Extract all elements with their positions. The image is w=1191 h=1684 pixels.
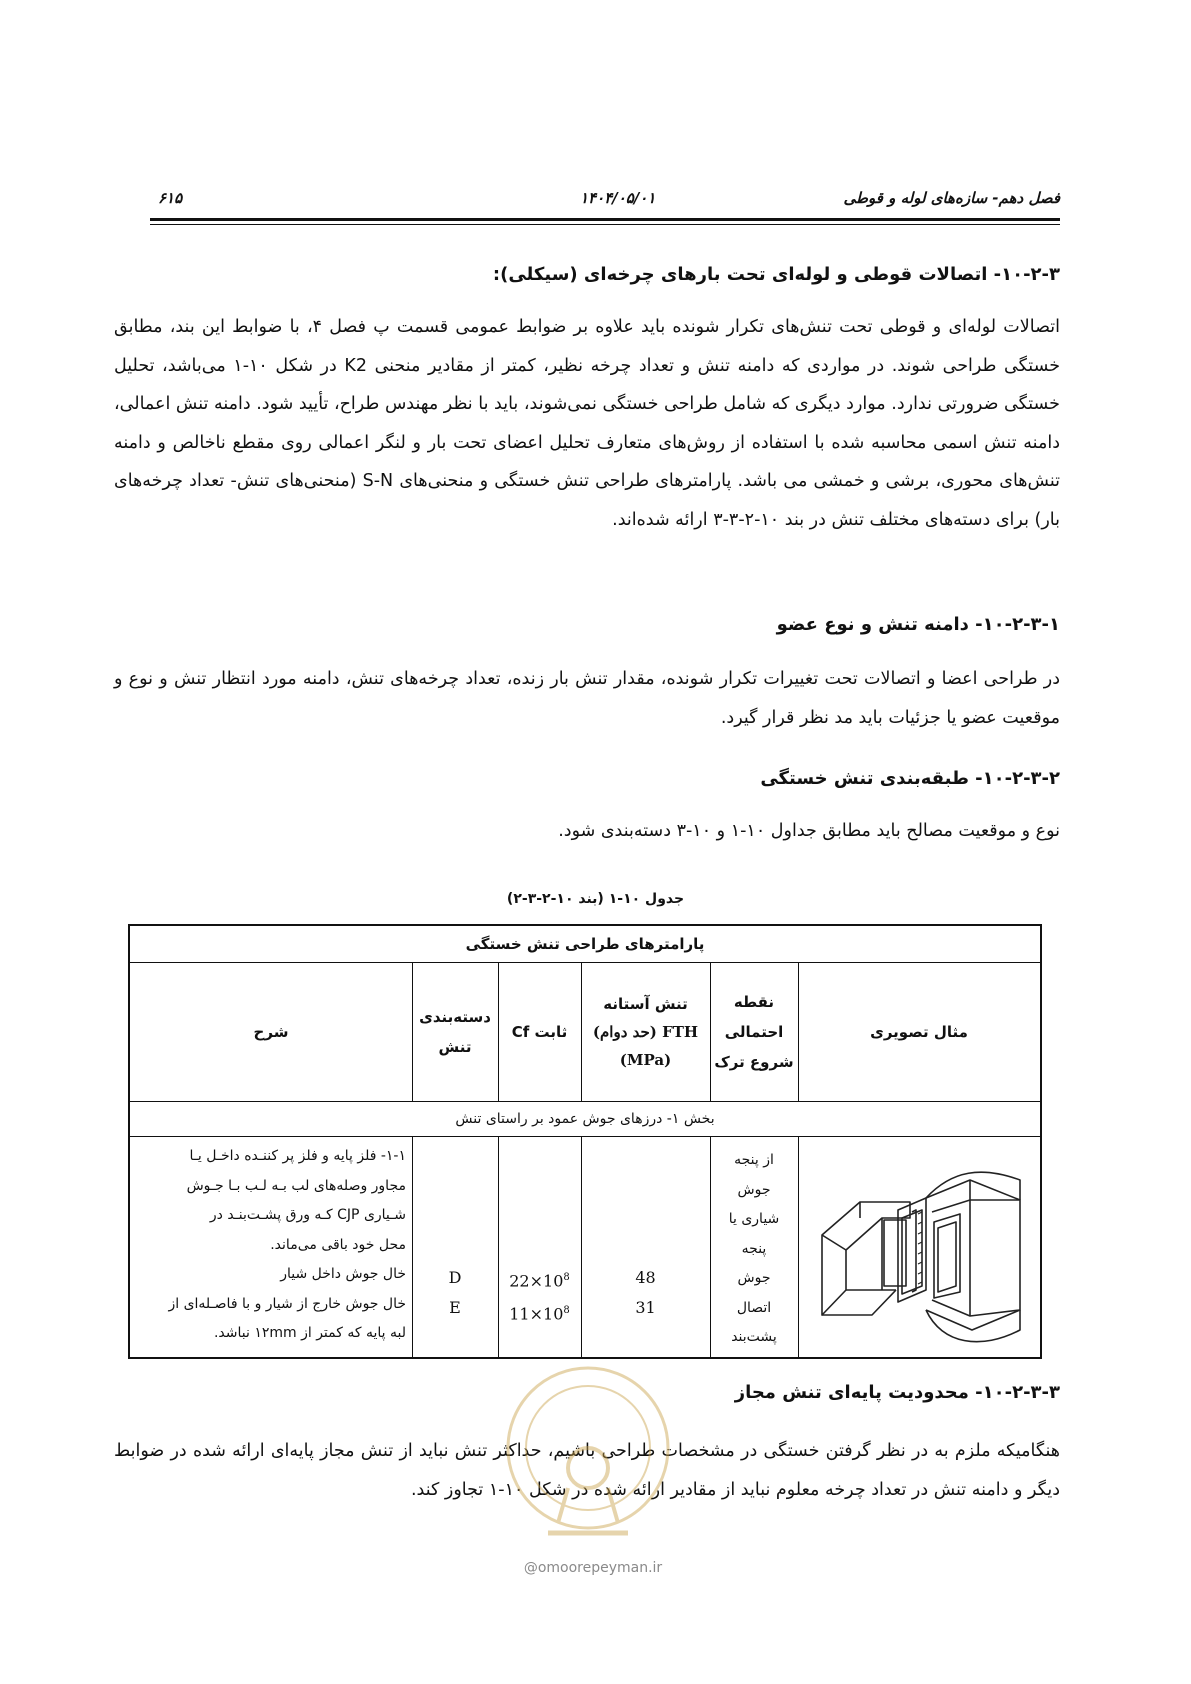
description-line: محل خود باقی می‌ماند. — [270, 1236, 406, 1253]
table-col-line — [498, 963, 499, 1101]
description-line: خال جوش خارج از شیار و با فاصـله‌ای از — [168, 1295, 406, 1312]
row-category — [412, 1263, 498, 1323]
chapter-title: فصل دهم- سازه‌های لوله و قوطی — [843, 189, 1060, 207]
header-date: ۱۴۰۴/۰۵/۰۱ — [580, 189, 656, 207]
crack-point-line: پنجه — [741, 1240, 767, 1257]
category-value: E — [449, 1298, 461, 1317]
table-col-line — [798, 1137, 799, 1357]
table-caption: جدول ۱۰-۱ (بند ۱۰-۲-۳-۲) — [506, 891, 685, 907]
col-header-fth — [581, 963, 710, 1101]
cf-value — [498, 1296, 581, 1329]
section-paragraph: اتصالات لوله‌ای و قوطی تحت تنش‌های تکرار شونده باید علاوه بر ضوابط عمومی قسمت پ فصل ۴، با ضوابط این بند، مطابق خستگی طراحی شوند. در مواردی که دامنه تنش و تعداد چرخه نظیر، کمتر از مقادیر منحنی K2 در شکل ۱۰-۱ می‌باشد، تحلیل خستگی ضرورتی ندارد. موارد دیگری که شامل طراحی خستگی نمی‌شوند، باید با نظر مهندس طراح، تأیید شود. دامنه تنش اعمالی، دامنه تنش اسمی محاسبه شده با استفاده از روش‌های متعارف تحلیل اعضای تحت بار و لنگر اعمالی روی مقطع ناخالص و دامنه تنش‌های محوری، برشی و خمشی می باشد. پارامترهای طراحی تنش خستگی و منحنی‌های S-N (منحنی‌های تنش- تعداد چرخه‌های بار) برای دسته‌های مختلف تنش در بند ۱۰-۲-۳-۳ ارائه شده‌اند. — [114, 317, 1061, 530]
row-description — [136, 1142, 406, 1349]
col-header-description: شرح — [253, 1023, 289, 1041]
category-value: D — [448, 1268, 462, 1287]
crack-point-line: از پنجه — [734, 1152, 774, 1168]
table-section-label: بخش ۱- درزهای جوش عمود بر راستای تنش — [455, 1111, 715, 1127]
cf-value — [498, 1263, 581, 1296]
subsection-1-heading: ۱۰-۲-۳-۱- دامنه تنش و نوع عضو — [776, 614, 1060, 635]
table-divider — [130, 1136, 1040, 1137]
subsection-3-heading: ۱۰-۲-۳-۳- محدودیت پایه‌ای تنش مجاز — [734, 1382, 1060, 1403]
cf-base: 11×10 — [509, 1304, 564, 1324]
subsection-2-paragraph: نوع و موقعیت مصالح باید مطابق جداول ۱۰-۱ و ۱۰-۳ دسته‌بندی شود. — [558, 821, 1060, 841]
row-cf — [498, 1263, 581, 1330]
page-header — [150, 189, 1060, 217]
col-header-fth-line2: FTH (حد دوام) — [592, 1023, 699, 1041]
header-rule-thin — [150, 224, 1060, 225]
header-rule-thick — [150, 218, 1060, 221]
fatigue-parameters-table — [128, 924, 1042, 1359]
watermark-logo — [488, 1348, 688, 1578]
description-line: ۱-۱- فلز پایه و فلز پر کننـده داخـل یـا — [189, 1148, 406, 1164]
table-col-line — [798, 963, 799, 1101]
description-line: مجاور وصله‌های لب بـه لـب بـا جـوش — [186, 1177, 406, 1194]
watermark-text: @omoorepeyman.ir — [523, 1560, 663, 1576]
description-line: خال جوش داخل شیار — [280, 1266, 406, 1282]
cf-exponent: 8 — [563, 1305, 570, 1317]
fth-value: 31 — [635, 1298, 656, 1317]
crack-point-line: جوش — [737, 1181, 771, 1198]
subsection-1-paragraph: در طراحی اعضا و اتصالات تحت تغییرات تکرار شونده، مقدار تنش بار زنده، تعداد چرخه‌های تنش، دامنه مورد انتظار تنش و نوع و موقعیت عضو یا جزئیات باید مد نظر قرار گیرد. — [114, 669, 1060, 728]
example-illustration — [802, 1140, 1036, 1354]
cf-exponent: 8 — [563, 1272, 570, 1283]
col-header-fth-line1: تنش آستانه — [603, 995, 688, 1013]
crack-point-line: شیاری یا — [728, 1211, 780, 1227]
welded-box-joint-drawing — [802, 1140, 1036, 1354]
subsection-2-heading: ۱۰-۲-۳-۲- طبقه‌بندی تنش خستگی — [760, 768, 1060, 789]
description-line: شـیاری CJP کـه ورق پشـت‌بنـد در — [209, 1207, 406, 1223]
crack-point-line: اتصال — [736, 1299, 772, 1316]
table-col-line — [412, 963, 413, 1101]
col-header-crack-point: نقطه احتمالی شروع ترک — [714, 993, 794, 1071]
page-number: ۶۱۵ — [158, 189, 183, 207]
section-heading: ۱۰-۲-۳- اتصالات قوطی و لوله‌ای تحت بارهای چرخه‌ای (سیکلی): — [492, 264, 1060, 285]
col-header-example: مثال تصویری — [870, 1023, 968, 1041]
table-col-line — [581, 963, 582, 1101]
table-col-line — [710, 963, 711, 1101]
table-title: پارامترهای طراحی تنش خستگی — [465, 935, 705, 953]
cf-base: 22×10 — [509, 1271, 564, 1291]
description-line: لبه پایه که کمتر از ۱۲mm نباشد. — [213, 1325, 406, 1341]
subsection-3-paragraph: هنگامیکه ملزم به در نظر گرفتن خستگی در مشخصات طراحی باشیم، حداکثر تنش نباید از تنش مجاز پایه‌ای ارائه شده در ضوابط دیگر و دامنه تنش در تعداد چرخه معلوم نباید از مقادیر ارائه شده در شکل ۱۰-۱ تجاوز کند. — [114, 1441, 1060, 1500]
col-header-category: دسته‌بندی تنش — [419, 1008, 491, 1056]
table-col-line — [581, 1137, 582, 1357]
crack-point-line: جوش — [737, 1270, 771, 1286]
table-col-line — [412, 1137, 413, 1357]
row-fth — [581, 1263, 710, 1323]
row-crack-point — [710, 1146, 798, 1353]
crack-point-line: پشت‌بند — [731, 1329, 777, 1345]
col-header-fth-line3: (MPa) — [619, 1051, 672, 1069]
fth-value: 48 — [635, 1268, 656, 1287]
col-header-cf: ثابت Cf — [511, 1023, 568, 1041]
